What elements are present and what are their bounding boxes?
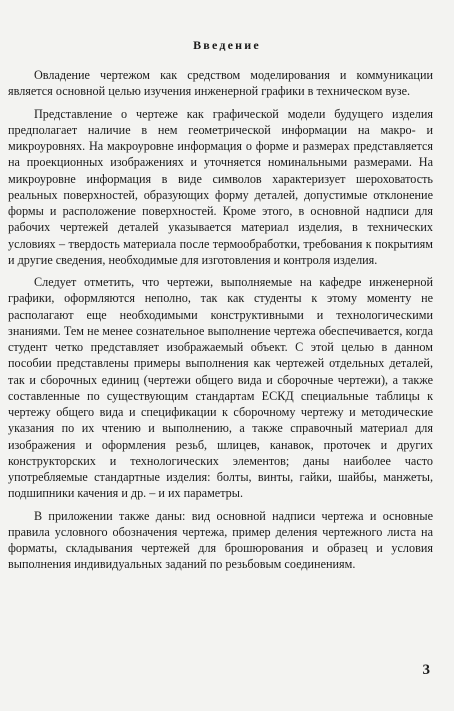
page-title: Введение — [193, 38, 261, 52]
page-number: 3 — [422, 662, 430, 678]
paragraph-3: Следует отметить, что чертежи, выполняемые на кафедре инженерной графики, оформляются неполно, так как студенты к этому моменту не располагают еще необходимыми конструктивными и технологическими знаниями. Тем не менее сознательное выполнение чертежа обеспечивается, когда студент четко представляет изображаемый объект. С этой целью в данном пособии представлены примеры выполнения как чертежей отдельных деталей, так и сборочных единиц (чертежи общего вида и сборочные чертежи), а также составленные по существующим стандартам ЕСКД специальные таблицы к чертежу общего вида и спецификации к сборочному чертежу и методические указания по их чтению и выполнению, а также справочный материал для изображения и оформления резьб, шлицев, канавок, проточек и других конструкторских и технологических элементов; даны наиболее часто употребляемые стандартные изделия: болты, винты, гайки, шайбы, манжеты, подшипники качения и др. – и их параметры. — [8, 275, 433, 501]
paragraph-1: Овладение чертежом как средством моделирования и коммуникации является основной целью изучения инженерной графики в техническом вузе. — [8, 68, 433, 99]
paragraph-4: В приложении также даны: вид основной надписи чертежа и основные правила условного обозначения чертежа, пример деления чертежного листа на форматы, складывания чертежей для брошюрования и образец и условия выполнения индивидуальных заданий по резьбовым соединениям. — [8, 508, 433, 572]
paragraph-2: Представление о чертеже как графической модели будущего изделия предполагает наличие в нем геометрической информации на макро- и микроуровнях. На макроуровне информация о форме и размерах представляется на проекционных изображениях и уточняется номинальными размерами. На микроуровне информация в виде символов характеризует шероховатость реальных поверхностей, образующих форму деталей, допустимые отклонение формы и расположение поверхностей. Кроме этого, в основной надписи для рабочих чертежей деталей указывается материал изделия, в технических условиях – твердость материала после термообработки, требования к покрытиям и другие сведения, необходимые для изготовления и контроля изделия. — [8, 106, 433, 267]
body-text — [8, 67, 433, 579]
